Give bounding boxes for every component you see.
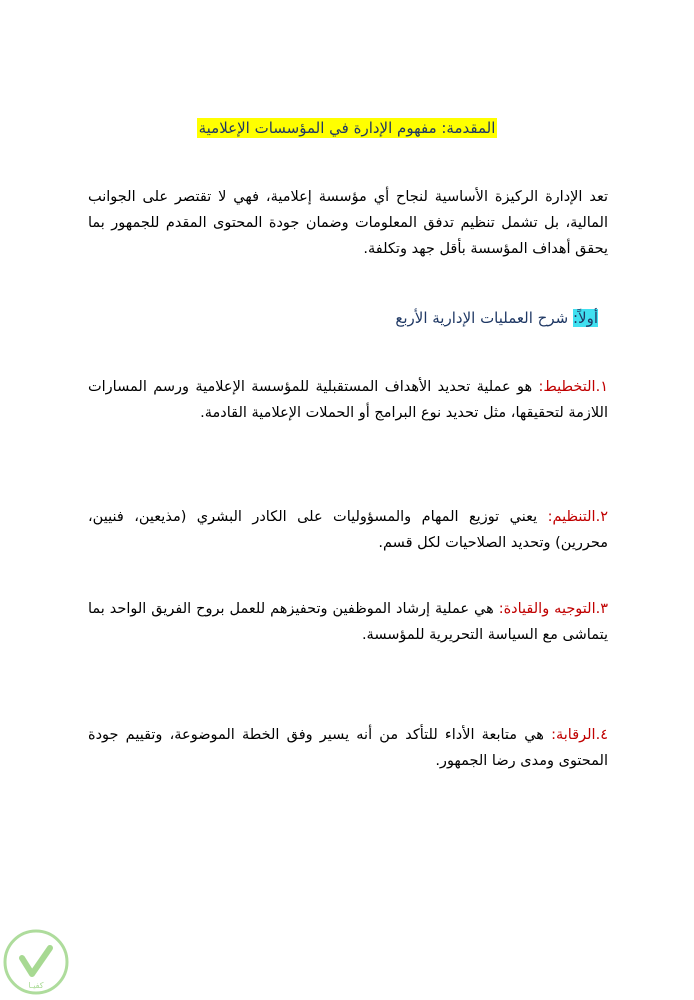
item-number: ٤. — [595, 727, 608, 743]
item-text: هي عملية إرشاد الموظفين وتحفيزهم للعمل بروح الفريق الواحد بما يتماشى مع السياسة التحريرية للمؤسسة. — [88, 601, 608, 643]
item-number: ٣. — [595, 601, 608, 617]
item-text: هي متابعة الأداء للتأكد من أنه يسير وفق الخطة الموضوعة، وتقييم جودة المحتوى ومدى رضا الجمهور. — [88, 727, 608, 769]
list-item-planning — [88, 374, 608, 426]
list-item-organizing — [88, 504, 608, 556]
intro-paragraph: تعد الإدارة الركيزة الأساسية لنجاح أي مؤسسة إعلامية، فهي لا تقتصر على الجوانب المالية، بل تشمل تنظيم تدفق المعلومات وضمان جودة المحتوى المقدم للجمهور بما يحقق أهداف المؤسسة بأقل جهد وتكلفة. — [88, 189, 608, 257]
document-title — [0, 116, 694, 140]
watermark-logo — [2, 928, 70, 996]
item-number: ٢. — [595, 509, 608, 525]
item-term: التنظيم: — [547, 509, 596, 525]
item-term: الرقابة: — [551, 727, 596, 743]
check-shield-icon — [22, 948, 50, 974]
item-text: هو عملية تحديد الأهداف المستقبلية للمؤسسة الإعلامية ورسم المسارات اللازمة لتحقيقها، مثل تحديد نوع البرامج أو الحملات الإعلامية القادمة. — [88, 379, 608, 421]
item-term: التوجيه والقيادة: — [498, 601, 596, 617]
item-text: يعني توزيع المهام والمسؤوليات على الكادر البشري (مذيعين، فنيين، محررين) وتحديد الصلاحيات لكل قسم. — [88, 509, 608, 551]
section-heading-title: شرح العمليات الإدارية الأربع — [395, 309, 573, 327]
item-number: ١. — [595, 379, 608, 395]
document-title-text: المقدمة: مفهوم الإدارة في المؤسسات الإعلامية — [198, 119, 496, 137]
item-term: التخطيط: — [538, 379, 596, 395]
section-heading-prefix: أولاً: — [572, 309, 598, 327]
list-item-controlling — [88, 722, 608, 774]
logo-text: كفيـا — [28, 981, 44, 990]
section-heading — [395, 306, 598, 330]
list-item-directing — [88, 596, 608, 648]
